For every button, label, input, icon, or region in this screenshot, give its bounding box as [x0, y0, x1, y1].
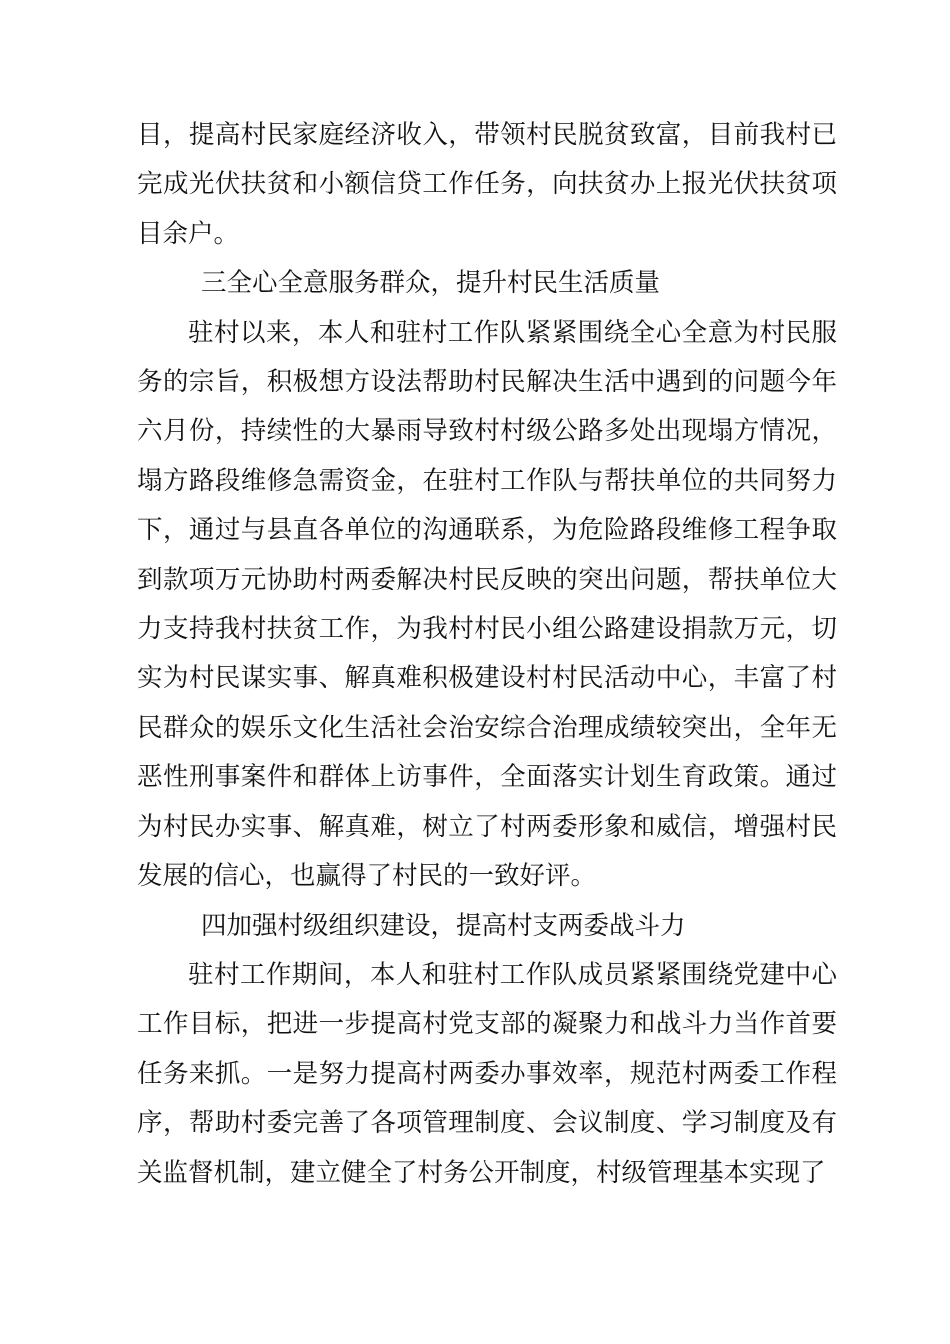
- section-heading-4: 四加强村级组织建设，提高村支两委战斗力: [201, 910, 686, 941]
- paragraph-section-4: 驻村工作期间，本人和驻村工作队成员紧紧围绕党建中心工作目标，把进一步提高村党支部的凝聚力和战斗力当作首要任务来抓。一是努力提高村两委办事效率，规范村两委工作程序，帮助村委完善了各项管理制度、会议制度、学习制度及有关监督机制，建立健全了村务公开制度，村级管理基本实现了: [137, 959, 837, 1188]
- paragraph-continuation: 目，提高村民家庭经济收入，带领村民脱贫致富，目前我村已完成光伏扶贫和小额信贷工作任务，向扶贫办上报光伏扶贫项目余户。: [137, 120, 837, 249]
- section-heading-3: 三全心全意服务群众，提升村民生活质量: [201, 268, 661, 299]
- document-body: [137, 111, 837, 1198]
- paragraph-section-3: 驻村以来，本人和驻村工作队紧紧围绕全心全意为村民服务的宗旨，积极想方设法帮助村民解决生活中遇到的问题今年六月份，持续性的大暴雨导致村村级公路多处出现塌方情况，塌方路段维修急需资金，在驻村工作队与帮扶单位的共同努力下，通过与县直各单位的沟通联系，为危险路段维修工程争取到款项万元协助村两委解决村民反映的突出问题，帮扶单位大力支持我村扶贫工作，为我村村民小组公路建设捐款万元，切实为村民谋实事、解真难积极建设村村民活动中心，丰富了村民群众的娱乐文化生活社会治安综合治理成绩较突出，全年无恶性刑事案件和群体上访事件，全面落实计划生育政策。通过为村民办实事、解真难，树立了村两委形象和威信，增强村民发展的信心，也赢得了村民的一致好评。: [137, 317, 837, 892]
